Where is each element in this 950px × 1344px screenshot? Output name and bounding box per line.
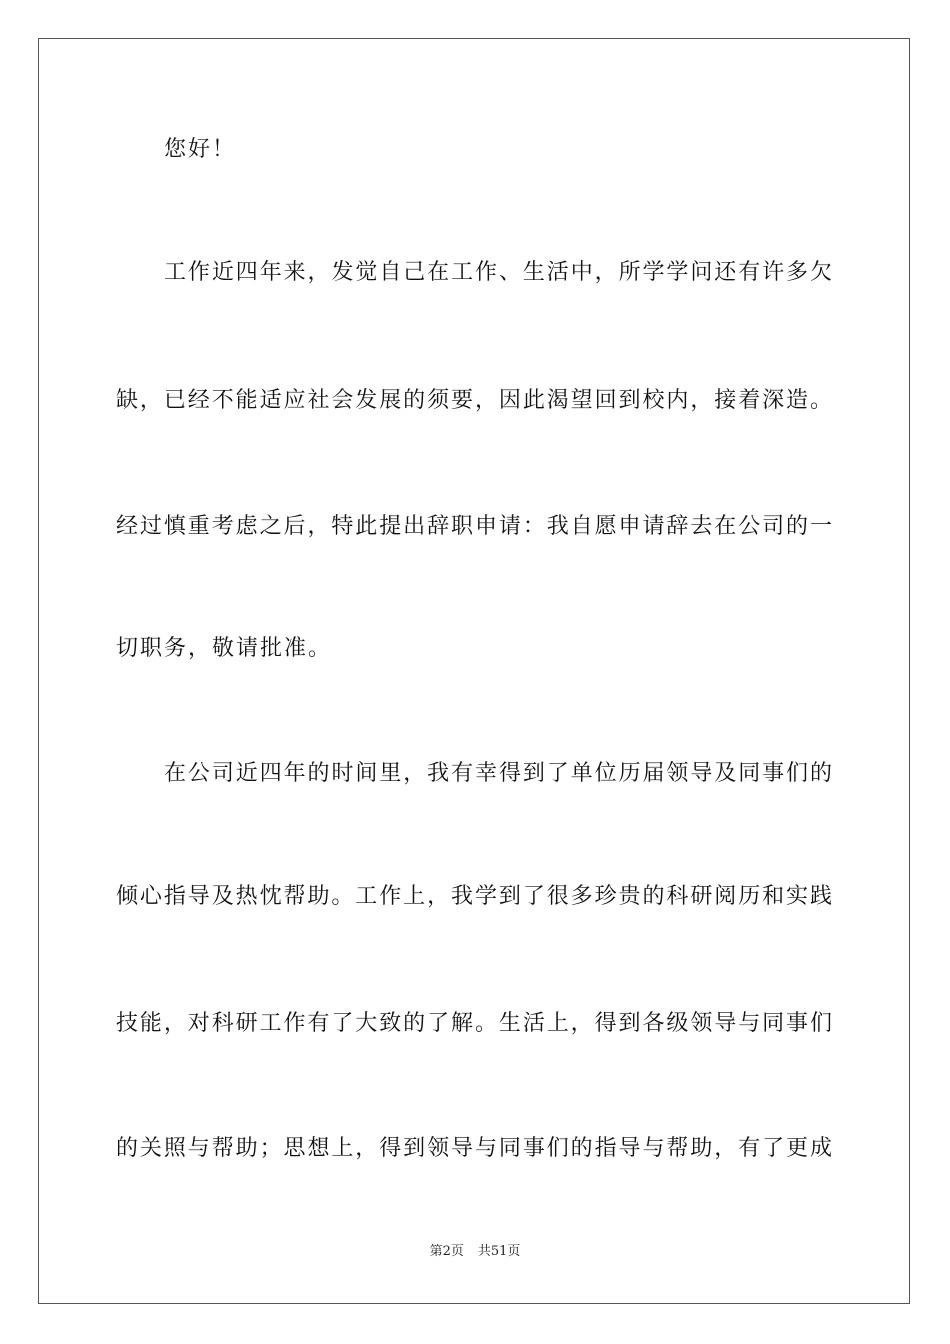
body-line: 在公司近四年的时间里，我有幸得到了单位历届领导及同事们的 [164,761,832,786]
body-line: 工作近四年来，发觉自己在工作、生活中，所学学问还有许多欠 [164,260,832,285]
body-line: 倾心指导及热忱帮助。工作上，我学到了很多珍贵的科研阅历和实践 [116,884,832,909]
page-footer [0,1243,950,1261]
body-line: 的关照与帮助；思想上，得到领导与同事们的指导与帮助，有了更成 [116,1136,832,1161]
page-border [38,38,910,1304]
body-line: 经过慎重考虑之后，特此提出辞职申请：我自愿申请辞去在公司的一 [116,514,832,539]
total-pages: 共51页 [477,1244,521,1259]
body-line: 缺，已经不能适应社会发展的须要，因此渴望回到校内，接着深造。 [116,388,832,413]
body-line: 切职务，敬请批准。 [116,636,333,661]
body-line: 技能，对科研工作有了大致的了解。生活上，得到各级领导与同事们 [116,1011,832,1036]
page-number: 第2页 [429,1244,464,1259]
greeting-line: 您好！ [164,137,237,162]
